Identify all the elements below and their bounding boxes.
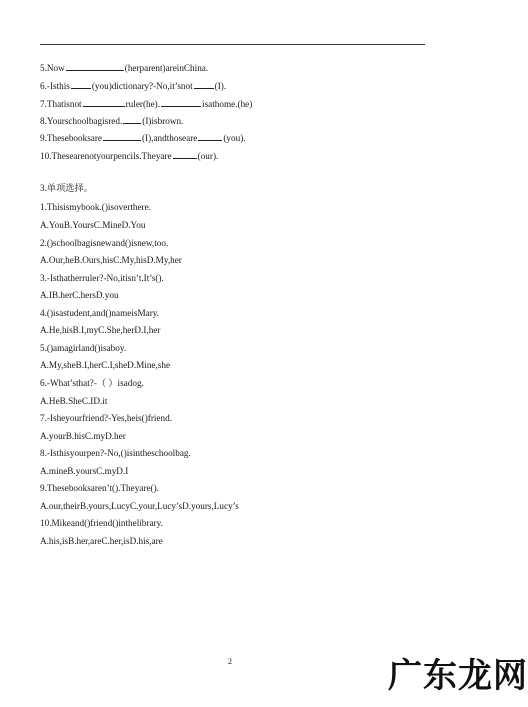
- options-line: A.his,isB.her,areC.her,isD.his,are: [40, 536, 163, 546]
- fill-in-line-10: 10.Thesearenotyourpencils.Theyare (our).: [40, 151, 219, 161]
- watermark-logo: 广东龙网: [388, 656, 528, 696]
- page-number: 2: [228, 657, 232, 666]
- fill-in-line-9: 9.Thesebooksare (I),andthoseare (you).: [40, 133, 246, 143]
- answer-blank: [123, 114, 141, 124]
- options-line: A.He,hisB.I,myC.She,herD.I,her: [40, 325, 161, 335]
- answer-blank: [71, 79, 91, 89]
- answer-blank: [103, 131, 141, 141]
- options-line: A.My,sheB.I,herC.I,sheD.Mine,she: [40, 360, 171, 370]
- options-line: A.mineB.yoursC.myD.I: [40, 466, 129, 476]
- section-title: 3.单项选择。: [40, 183, 93, 193]
- options-line: A.our,theirB.yours,LucyC.your,Lucy’sD.yours,Lucy’s: [40, 501, 239, 511]
- answer-blank: [173, 149, 197, 159]
- fill-in-line-8: 8.Yourschoolbagisred. (I)isbrown.: [40, 116, 184, 126]
- question-line: 7.-Isheyourfriend?-Yes,heis()friend.: [40, 413, 172, 423]
- options-line: A.YouB.YoursC.MineD.You: [40, 220, 146, 230]
- fill-in-line-7: 7.Thatisnot ruler(he). isathome.(he): [40, 99, 253, 109]
- question-line: 10.Mikeand()friend()inthelibrary.: [40, 518, 163, 528]
- question-line: 6.-What’sthat?-（ ）isadog.: [40, 378, 144, 388]
- question-line: 9.Thesebooksaren’t().Theyare().: [40, 483, 159, 493]
- header-rule: [40, 44, 425, 45]
- question-line: 4.()isastudent,and()nameisMary.: [40, 308, 160, 318]
- answer-blank: [198, 131, 222, 141]
- options-line: A.Our,heB.Ours,hisC.My,hisD.My,her: [40, 255, 182, 265]
- options-line: A.IB.herC.hersD.you: [40, 290, 119, 300]
- options-line: A.yourB.hisC.myD.her: [40, 431, 126, 441]
- options-line: A.HeB.SheC.ID.it: [40, 396, 108, 406]
- answer-blank: [83, 97, 125, 107]
- answer-blank: [66, 61, 124, 71]
- fill-in-line-6: 6.-Isthis (you)dictionary?-No,it’snot (I).: [40, 81, 227, 91]
- fill-in-line-5: 5.Now (herparent)areinChina.: [40, 63, 209, 73]
- question-line: 5.()amagirland()isaboy.: [40, 343, 127, 353]
- question-line: 8.-Isthisyourpen?-No,()isintheschoolbag.: [40, 448, 191, 458]
- answer-blank: [194, 79, 214, 89]
- answer-blank: [161, 97, 201, 107]
- question-line: 1.Thisismybook.()isoverthere.: [40, 202, 151, 212]
- question-line: 3.-Isthatherruler?-No,itisn’t.It’s().: [40, 273, 164, 283]
- question-line: 2.()schoolbagisnewand()isnew,too.: [40, 238, 169, 248]
